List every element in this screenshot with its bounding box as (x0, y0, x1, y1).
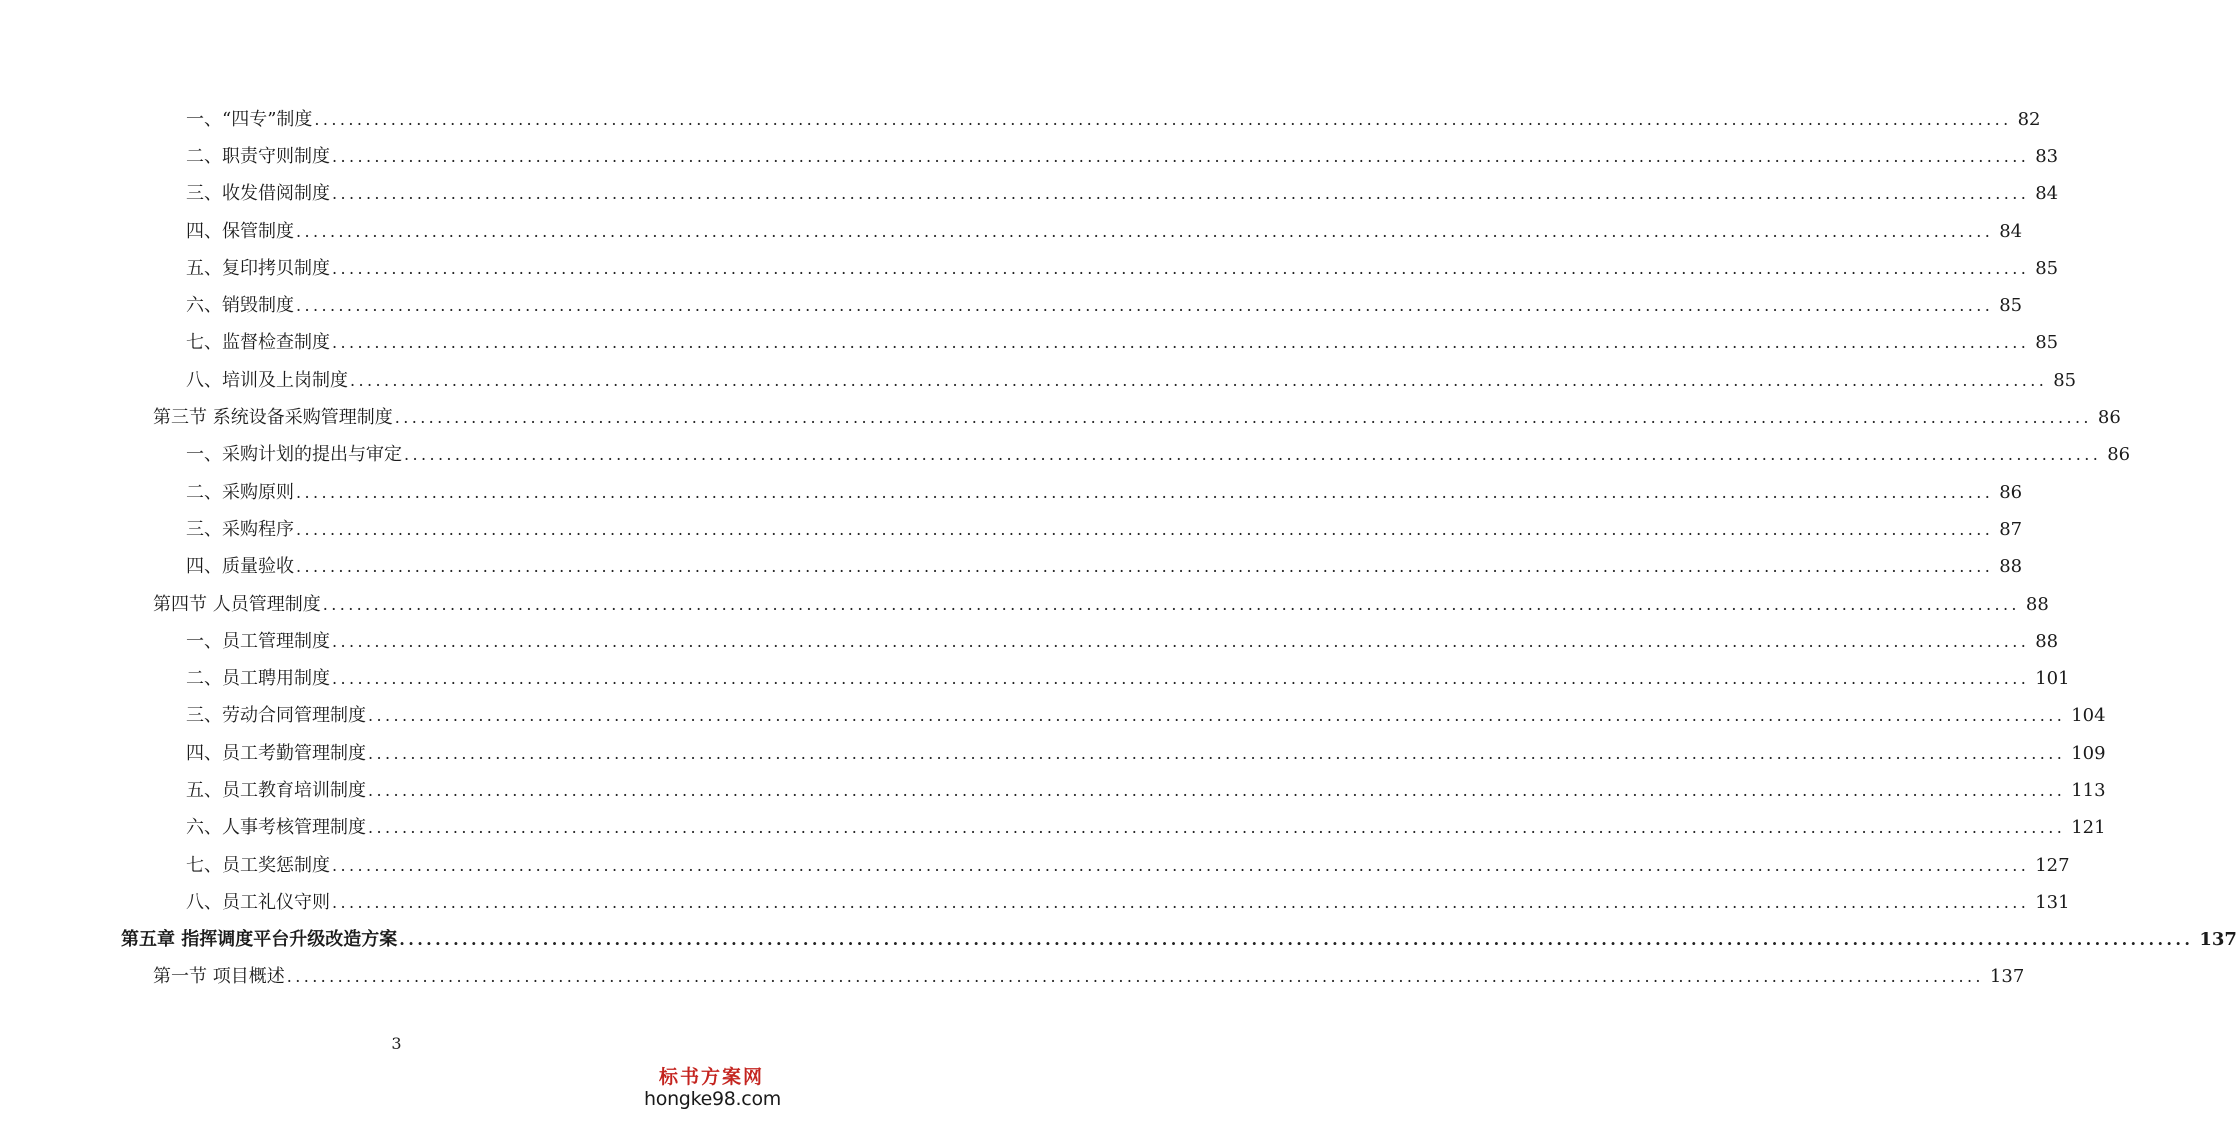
toc-item-row (0, 101, 2041, 138)
toc-leader-dots: ........................................................................................................................................................................................................ (368, 780, 2066, 800)
toc-page-number: 85 (2053, 369, 2077, 391)
toc-page-number: 113 (2071, 779, 2106, 801)
toc-leader-dots: ........................................................................................................................................................................................................ (368, 706, 2066, 726)
toc-item-row (0, 250, 2059, 287)
toc-entry-label: 八、培训及上岗制度 (186, 369, 348, 391)
toc-page-number: 88 (2035, 630, 2059, 652)
toc-item-row (0, 474, 2023, 511)
toc-entry-label: 第三节 系统设备采购管理制度 (153, 407, 393, 429)
toc-entry-label: 二、职责守则制度 (186, 145, 330, 167)
toc-item-row (0, 213, 2023, 250)
toc-page-number: 88 (1999, 556, 2023, 578)
toc-page-number: 84 (2035, 183, 2059, 205)
toc-item-row (0, 735, 2106, 772)
toc-page-number: 109 (2071, 742, 2106, 764)
toc-entry-label: 三、采购程序 (186, 518, 294, 540)
toc-entry-label: 六、销毁制度 (186, 295, 294, 317)
toc-entry-label: 三、劳动合同管理制度 (186, 705, 366, 727)
toc-page-number: 121 (2071, 817, 2106, 839)
toc-item-row (0, 549, 2023, 586)
toc-page-number: 137 (1989, 966, 2025, 988)
toc-page-number: 137 (2199, 929, 2237, 951)
toc-leader-dots: ........................................................................................................................................................................................................ (350, 370, 2048, 390)
toc-item-row (0, 810, 2106, 847)
toc-leader-dots: ........................................................................................................................................................................................................ (332, 146, 2030, 166)
toc-entry-label: 七、员工奖惩制度 (186, 854, 330, 876)
toc-entry-label: 第五章 指挥调度平台升级改造方案 (121, 929, 398, 951)
toc-page-number: 84 (1999, 220, 2023, 242)
toc-page-number: 101 (2035, 668, 2070, 690)
toc-page-number: 86 (2097, 407, 2121, 429)
toc-leader-dots: ........................................................................................................................................................................................................ (368, 743, 2066, 763)
watermark-logo (644, 1066, 779, 1110)
toc-page-number: 86 (2107, 444, 2131, 466)
toc-page-number: 104 (2071, 705, 2106, 727)
toc-leader-dots: ........................................................................................................................................................................................................ (368, 818, 2066, 838)
toc-leader-dots: ........................................................................................................................................................................................................ (296, 519, 1994, 539)
toc-page-number: 88 (2025, 593, 2049, 615)
toc-entry-label: 第一节 项目概述 (153, 966, 285, 988)
toc-leader-dots: ........................................................................................................................................................................................................ (332, 631, 2030, 651)
toc-leader-dots: ........................................................................................................................................................................................................ (286, 967, 1984, 987)
toc-leader-dots: ........................................................................................................................................................................................................ (332, 669, 2030, 689)
toc-item-row (0, 772, 2106, 809)
toc-leader-dots: ........................................................................................................................................................................................................ (332, 892, 2030, 912)
toc-page-number: 83 (2035, 145, 2059, 167)
toc-leader-dots: ........................................................................................................................................................................................................ (296, 221, 1994, 241)
toc-page-number: 86 (1999, 481, 2023, 503)
toc-entry-label: 三、收发借阅制度 (186, 183, 330, 205)
toc-entry-label: 五、复印拷贝制度 (186, 257, 330, 279)
toc-item-row (0, 437, 2131, 474)
toc-section-row (0, 959, 2025, 996)
toc-item-row (0, 511, 2023, 548)
toc-page-number: 85 (1999, 295, 2023, 317)
page-number: 3 (391, 1034, 402, 1053)
toc-entry-label: 一、“四专”制度 (186, 108, 313, 130)
toc-item-row (0, 660, 2070, 697)
toc-item-row (0, 325, 2059, 362)
toc-item-row (0, 362, 2077, 399)
toc-page-number: 85 (2035, 257, 2059, 279)
toc-item-row (0, 884, 2070, 921)
toc-page-number: 87 (1999, 518, 2023, 540)
toc-leader-dots: ........................................................................................................................................................................................................ (314, 109, 2012, 129)
toc-page-number: 82 (2017, 108, 2041, 130)
watermark-cn-text: 标书方案网 (658, 1066, 764, 1088)
toc-entry-label: 二、员工聘用制度 (186, 668, 330, 690)
toc-entry-label: 五、员工教育培训制度 (186, 779, 366, 801)
toc-leader-dots: ........................................................................................................................................................................................................ (332, 333, 2030, 353)
toc-entry-label: 六、人事考核管理制度 (186, 817, 366, 839)
toc-page-number: 127 (2035, 854, 2070, 876)
toc-entry-label: 四、保管制度 (186, 220, 294, 242)
toc-leader-dots: ........................................................................................................................................................................................................ (404, 445, 2102, 465)
toc-leader-dots: ........................................................................................................................................................................................................ (332, 855, 2030, 875)
toc-leader-dots: ........................................................................................................................................................................................................ (296, 482, 1994, 502)
toc-item-row (0, 698, 2106, 735)
toc-leader-dots: ........................................................................................................................................................................................................ (296, 557, 1994, 577)
toc-entry-label: 四、员工考勤管理制度 (186, 742, 366, 764)
toc-entry-label: 七、监督检查制度 (186, 332, 330, 354)
toc-entry-label: 第四节 人员管理制度 (153, 593, 321, 615)
toc-entry-label: 八、员工礼仪守则 (186, 891, 330, 913)
toc-entry-label: 一、员工管理制度 (186, 630, 330, 652)
toc-leader-dots: ........................................................................................................................................................................................................ (296, 296, 1994, 316)
toc-leader-dots: ........................................................................................................................................................................................................ (322, 594, 2020, 614)
toc-entry-label: 一、采购计划的提出与审定 (186, 444, 402, 466)
toc-page-number: 131 (2035, 891, 2070, 913)
toc-leader-dots: ........................................................................................................................................................................................................ (332, 184, 2030, 204)
toc-entry-label: 二、采购原则 (186, 481, 294, 503)
watermark-url-text: hongke98.com (644, 1088, 781, 1110)
toc-item-row (0, 623, 2059, 660)
toc-leader-dots: ........................................................................................................................................................................................................ (332, 258, 2030, 278)
toc-leader-dots: ........................................................................................................................................................................................................ (394, 408, 2092, 428)
toc-section-row (0, 586, 2049, 623)
toc-item-row (0, 287, 2023, 324)
toc-item-row (0, 847, 2070, 884)
toc-entry-label: 四、质量验收 (186, 556, 294, 578)
toc-item-row (0, 176, 2059, 213)
toc-leader-dots: ........................................................................................................................................................................................................ (399, 930, 2194, 950)
toc-chapter-row (0, 922, 2237, 959)
table-of-contents (0, 101, 2237, 996)
toc-section-row (0, 399, 2121, 436)
toc-item-row (0, 138, 2059, 175)
toc-page-number: 85 (2035, 332, 2059, 354)
